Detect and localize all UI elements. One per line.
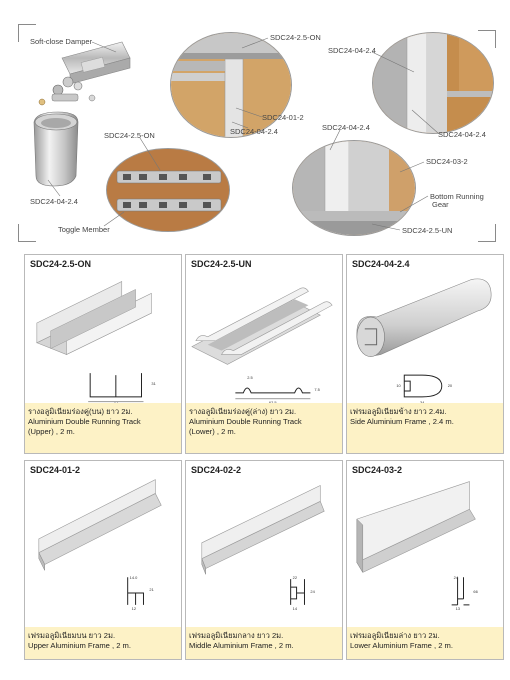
profile-dim-height: 31 [151, 381, 156, 387]
product-name-english: Upper Aluminium Frame , 2 m. [28, 641, 131, 651]
profile-dim-width: 13 [455, 605, 460, 611]
side-frame-image [347, 273, 503, 369]
product-name-english: Lower Aluminium Frame , 2 m. [350, 641, 453, 651]
product-card-upper-frame [24, 460, 182, 660]
product-name-english: Middle Aluminium Frame , 2 m. [189, 641, 294, 651]
product-card-side-frame [346, 254, 504, 454]
product-description [25, 403, 181, 453]
label-side-frame-mid: SDC24-04-2.4 [230, 127, 278, 136]
double-track-upper-image [25, 273, 181, 369]
product-description [186, 627, 342, 659]
product-card-double-track-lower [185, 254, 343, 454]
label-double-track-upper-mid: SDC24-2.5-ON [104, 131, 155, 140]
product-name-thai: เฟรมอลูมิเนียมกลาง ยาว 2ม. [189, 631, 284, 640]
label-toggle-member: Toggle Member [58, 225, 110, 234]
product-code: SDC24-04-2.4 [352, 259, 410, 269]
label-side-frame-left: SDC24-04-2.4 [30, 197, 78, 206]
upper-frame-image [25, 479, 181, 575]
middle-frame-profile [186, 575, 342, 611]
label-double-track-lower: SDC24-2.5-UN [402, 226, 453, 235]
product-code: SDC24-2.5-ON [30, 259, 92, 269]
product-code: SDC24-03-2 [352, 465, 403, 475]
double-track-lower-profile [186, 369, 342, 405]
profile-dim-top: 24 [453, 575, 459, 581]
lower-frame-profile [347, 575, 503, 611]
product-name-thai: เฟรมอลูมิเนียมบน ยาว 2ม. [28, 631, 116, 640]
product-name-english-2: (Lower) , 2 m. [189, 427, 236, 437]
middle-frame-image [186, 479, 342, 575]
product-name-thai: เฟรมอลูมิเนียมข้าง ยาว 2.4ม. [350, 407, 447, 416]
product-name-english: Aluminium Double Running Track [28, 417, 141, 427]
product-name-thai: รางอลูมิเนียมร่องคู่(บน) ยาว 2ม. [28, 407, 133, 416]
profile-dim-top: 14.0 [129, 575, 138, 581]
profile-dim-height: 21 [149, 587, 154, 593]
product-code: SDC24-01-2 [30, 465, 81, 475]
profile-dim-height: 66 [473, 589, 478, 594]
profile-dim-inner: 10 [396, 383, 401, 388]
profile-dim-top: 22 [292, 575, 298, 581]
label-side-frame-right-bottom: SDC24-04-2.4 [438, 130, 486, 139]
product-card-lower-frame [346, 460, 504, 660]
product-card-middle-frame [185, 460, 343, 660]
profile-dim-width: 14 [292, 605, 298, 611]
leader-lines [0, 0, 510, 248]
product-name-english: Side Aluminium Frame , 2.4 m. [350, 417, 454, 427]
product-description [25, 627, 181, 659]
profile-dim-height: 24 [310, 589, 315, 594]
product-name-english-2: (Upper) , 2 m. [28, 427, 75, 437]
lower-frame-image [347, 479, 503, 575]
product-name-thai: เฟรมอลูมิเนียมล่าง ยาว 2ม. [350, 631, 440, 640]
double-track-lower-image [186, 273, 342, 369]
label-bottom-running-gear-line1: Bottom Running [430, 192, 484, 201]
profile-dim-height: 20 [447, 383, 453, 388]
double-track-upper-profile [25, 369, 181, 405]
product-name-english: Aluminium Double Running Track [189, 417, 302, 427]
installation-diagram [0, 0, 510, 248]
product-description [347, 627, 503, 659]
product-code: SDC24-2.5-UN [191, 259, 252, 269]
label-upper-frame: SDC24-01-2 [262, 113, 304, 122]
label-side-frame-right-top: SDC24-04-2.4 [328, 46, 376, 55]
label-lower-frame: SDC24-03-2 [426, 157, 468, 166]
side-frame-profile [347, 369, 503, 405]
product-card-double-track-upper [24, 254, 182, 454]
label-double-track-upper-top: SDC24-2.5-ON [270, 33, 321, 42]
label-side-frame-lower: SDC24-04-2.4 [322, 123, 370, 132]
profile-dim-width: 12 [131, 605, 137, 611]
profile-dim-top: 2.5 [247, 375, 253, 381]
label-soft-close-damper: Soft-close Damper [30, 37, 93, 46]
label-bottom-running-gear-line2: Gear [432, 199, 449, 209]
product-description [347, 403, 503, 453]
product-name-thai: รางอลูมิเนียมร่องคู่(ล่าง) ยาว 2ม. [189, 407, 297, 416]
product-code: SDC24-02-2 [191, 465, 242, 475]
upper-frame-profile [25, 575, 181, 611]
profile-dim-side: 7.5 [314, 386, 320, 392]
product-description [186, 403, 342, 453]
